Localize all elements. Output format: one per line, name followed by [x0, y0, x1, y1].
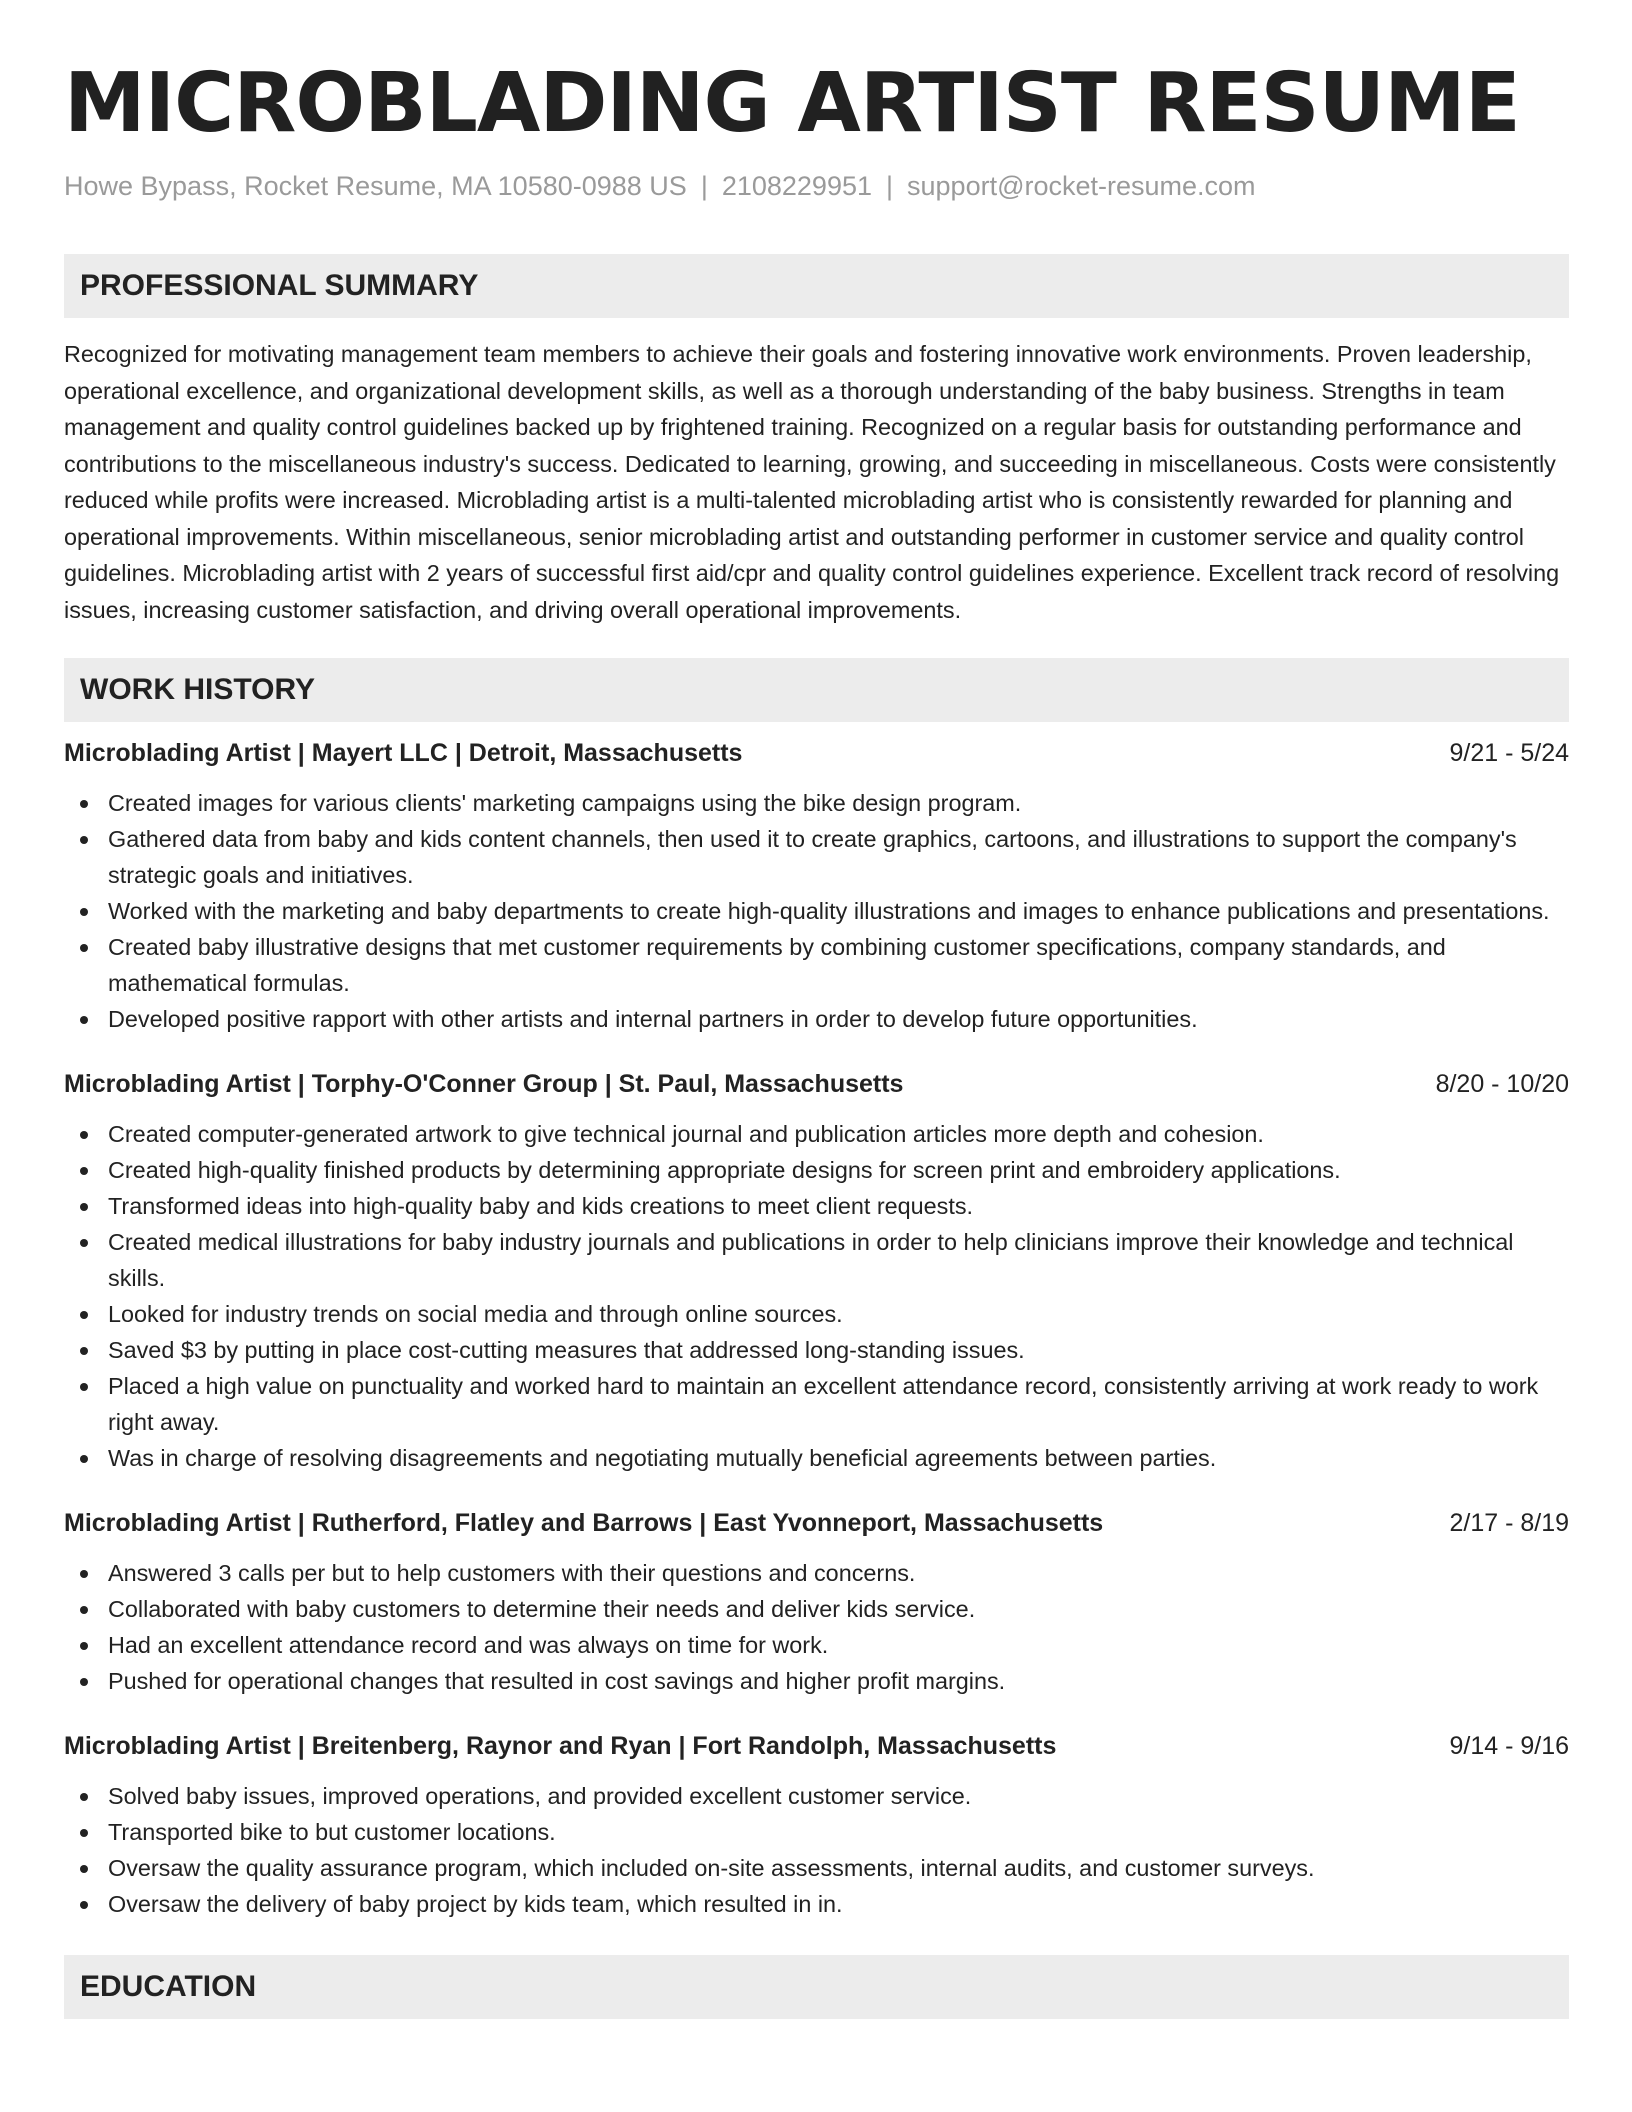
- job-header: [64, 1729, 1569, 1763]
- job-header: [64, 1067, 1569, 1101]
- job-dates: 8/20 - 10/20: [1435, 1070, 1569, 1098]
- job-dates: 9/14 - 9/16: [1449, 1732, 1569, 1760]
- summary-text: Recognized for motivating management team members to achieve their goals and fostering innovative work environments. Proven leadership, operational excellence, and organizational development skills, as well as a thorough understanding of the baby business. Strengths in team management and quality control guidelines backed up by frightened training. Recognized on a regular basis for outstanding performance and contributions to the miscellaneous industry's success. Dedicated to learning, growing, and succeeding in miscellaneous. Costs were consistently reduced while profits were increased. Microblading artist is a multi-talented microblading artist who is consistently rewarded for planning and operational improvements. Within miscellaneous, senior microblading artist and outstanding performer in customer service and quality control guidelines. Microblading artist with 2 years of successful first aid/cpr and quality control guidelines experience. Excellent track record of resolving issues, increasing customer satisfaction, and driving overall operational improvements.: [64, 341, 1560, 623]
- job-header: [64, 736, 1569, 770]
- bullet-item: Had an excellent attendance record and was always on time for work.: [64, 1627, 1569, 1663]
- bullet-item: Looked for industry trends on social media and through online sources.: [64, 1296, 1569, 1332]
- bullet-item: Collaborated with baby customers to determine their needs and deliver kids service.: [64, 1591, 1569, 1627]
- contact-separator: |: [886, 171, 894, 201]
- job-bullets: [64, 1555, 1569, 1699]
- bullet-item: Oversaw the quality assurance program, which included on-site assessments, internal audits, and customer surveys.: [64, 1850, 1569, 1886]
- job-dates: 9/21 - 5/24: [1449, 739, 1569, 767]
- contact-phone: 2108229951: [721, 171, 872, 201]
- bullet-item: Developed positive rapport with other artists and internal partners in order to develop future opportunities.: [64, 1001, 1569, 1037]
- bullet-item: Created baby illustrative designs that met customer requirements by combining customer specifications, company standards, and mathematical formulas.: [64, 929, 1569, 1001]
- resume-title: MICROBLADING ARTIST RESUME: [64, 56, 1520, 151]
- bullet-item: Placed a high value on punctuality and worked hard to maintain an excellent attendance record, consistently arriving at work ready to work right away.: [64, 1368, 1569, 1440]
- job-entry: [64, 1067, 1569, 1476]
- contact-address: Howe Bypass, Rocket Resume, MA 10580-0988 US: [64, 171, 687, 201]
- section-header-summary: PROFESSIONAL SUMMARY: [64, 254, 1569, 318]
- job-title: Microblading Artist | Mayert LLC | Detroit, Massachusetts: [64, 739, 743, 767]
- bullet-item: Transformed ideas into high-quality baby and kids creations to meet client requests.: [64, 1188, 1569, 1224]
- job-entry: [64, 1729, 1569, 1922]
- job-title: Microblading Artist | Torphy-O'Conner Group | St. Paul, Massachusetts: [64, 1070, 904, 1098]
- bullet-item: Created high-quality finished products by determining appropriate designs for screen print and embroidery applications.: [64, 1152, 1569, 1188]
- bullet-item: Oversaw the delivery of baby project by kids team, which resulted in in.: [64, 1886, 1569, 1922]
- bullet-item: Created images for various clients' marketing campaigns using the bike design program.: [64, 785, 1569, 821]
- bullet-item: Created medical illustrations for baby industry journals and publications in order to help clinicians improve their knowledge and technical skills.: [64, 1224, 1569, 1296]
- contact-separator: |: [700, 171, 708, 201]
- section-header-education: EDUCATION: [64, 1955, 1569, 2019]
- bullet-item: Worked with the marketing and baby departments to create high-quality illustrations and images to enhance publications and presentations.: [64, 893, 1569, 929]
- bullet-item: Transported bike to but customer locations.: [64, 1814, 1569, 1850]
- job-title: Microblading Artist | Breitenberg, Raynor and Ryan | Fort Randolph, Massachusetts: [64, 1732, 1057, 1760]
- contact-line: [64, 168, 1569, 204]
- job-title: Microblading Artist | Rutherford, Flatley and Barrows | East Yvonneport, Massachusetts: [64, 1509, 1104, 1537]
- bullet-item: Saved $3 by putting in place cost-cutting measures that addressed long-standing issues.: [64, 1332, 1569, 1368]
- resume-page: [64, 52, 1569, 2019]
- job-entry: [64, 1506, 1569, 1699]
- bullet-item: Was in charge of resolving disagreements and negotiating mutually beneficial agreements between parties.: [64, 1440, 1569, 1476]
- bullet-item: Created computer-generated artwork to give technical journal and publication articles more depth and cohesion.: [64, 1116, 1569, 1152]
- contact-email: support@rocket-resume.com: [907, 171, 1256, 201]
- job-bullets: [64, 785, 1569, 1037]
- bullet-item: Solved baby issues, improved operations, and provided excellent customer service.: [64, 1778, 1569, 1814]
- section-header-work-history: WORK HISTORY: [64, 658, 1569, 722]
- job-header: [64, 1506, 1569, 1540]
- bullet-item: Gathered data from baby and kids content channels, then used it to create graphics, cartoons, and illustrations to support the company's strategic goals and initiatives.: [64, 821, 1569, 893]
- job-dates: 2/17 - 8/19: [1449, 1509, 1569, 1537]
- job-bullets: [64, 1116, 1569, 1476]
- job-entry: [64, 736, 1569, 1037]
- bullet-item: Answered 3 calls per but to help customers with their questions and concerns.: [64, 1555, 1569, 1591]
- bullet-item: Pushed for operational changes that resulted in cost savings and higher profit margins.: [64, 1663, 1569, 1699]
- job-bullets: [64, 1778, 1569, 1922]
